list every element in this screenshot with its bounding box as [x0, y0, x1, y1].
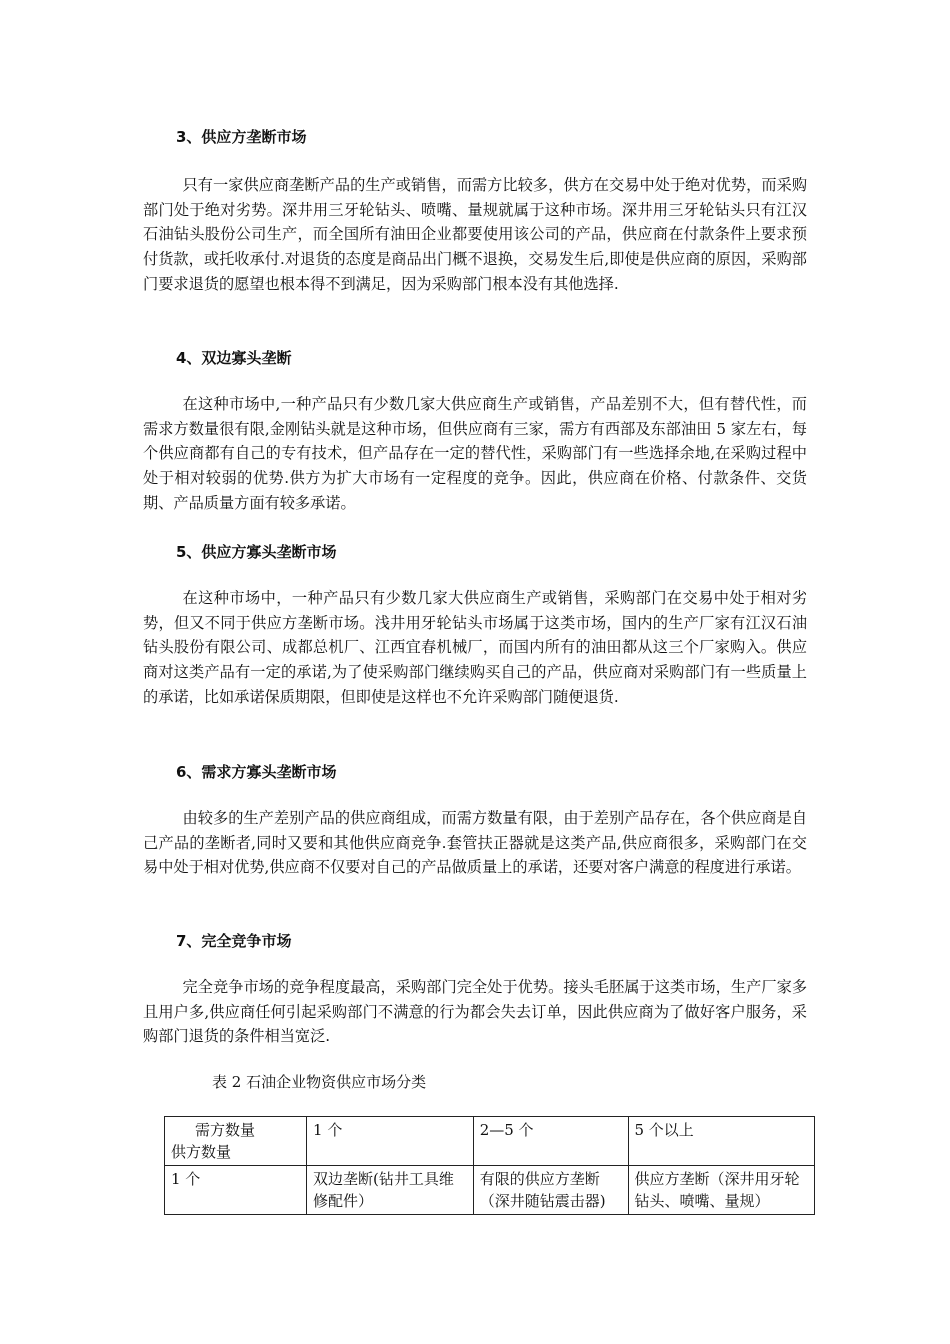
- section-heading: 7、完全竞争市场: [176, 932, 292, 950]
- supply-market-table: [164, 1116, 815, 1215]
- row-label-cell: 1 个: [165, 1166, 307, 1215]
- section-heading: 3、供应方垄断市场: [176, 128, 307, 146]
- section-heading: 5、供应方寡头垄断市场: [176, 543, 337, 561]
- header-cell: 1 个: [307, 1117, 474, 1166]
- section-paragraph: 在这种市场中,一种产品只有少数几家大供应商生产或销售，产品差别不大，但有替代性，而需求方数量很有限,金刚钻头就是这种市场，但供应商有三家，需方有西部及东部油田 5 家左右，每个供应商都有自己的专有技术，但产品存在一定的替代性，采购部门有一些选择余地,在采购过程中处于相对较弱的优势.供方为扩大市场有一定程度的竞争。因此，供应商在价格、付款条件、交货期、产品质量方面有较多承诺。: [143, 395, 807, 512]
- section-heading: 4、双边寡头垄断: [176, 349, 292, 367]
- section-heading: 6、需求方寡头垄断市场: [176, 763, 337, 781]
- section-paragraph: 在这种市场中，一种产品只有少数几家大供应商生产或销售，采购部门在交易中处于相对劣势，但又不同于供应方垄断市场。浅井用牙轮钻头市场属于这类市场，国内的生产厂家有江汉石油钻头股份有限公司、成都总机厂、江西宜春机械厂，而国内所有的油田都从这三个厂家购入。供应商对这类产品有一定的承诺,为了使采购部门继续购买自己的产品，供应商对采购部门有一些质量上的承诺，比如承诺保质期限，但即使是这样也不允许采购部门随便退货.: [143, 589, 807, 706]
- table-cell: 供应方垄断（深井用牙轮钻头、喷嘴、量规）: [628, 1166, 815, 1215]
- table-caption: 表 2 石油企业物资供应市场分类: [212, 1073, 427, 1091]
- table-row: [165, 1166, 815, 1215]
- section-paragraph: 由较多的生产差别产品的供应商组成，而需方数量有限，由于差别产品存在，各个供应商是自己产品的垄断者,同时又要和其他供应商竞争.套管扶正器就是这类产品,供应商很多，采购部门在交易中处于相对优势,供应商不仅要对自己的产品做质量上的承诺，还要对客户满意的程度进行承诺。: [143, 809, 807, 877]
- section-paragraph: 完全竞争市场的竞争程度最高，采购部门完全处于优势。接头毛胚属于这类市场，生产厂家多且用户多,供应商任何引起采购部门不满意的行为都会失去订单，因此供应商为了做好客户服务，采购部门退货的条件相当宽泛.: [143, 978, 807, 1046]
- table-cell: 有限的供应方垄断（深井随钻震击器): [473, 1166, 628, 1215]
- corner-top-label: 需方数量: [195, 1121, 256, 1139]
- corner-bottom-label: 供方数量: [171, 1143, 232, 1161]
- table-header-row: [165, 1117, 815, 1166]
- corner-cell: [165, 1117, 307, 1166]
- table-cell: 双边垄断(钻井工具维修配件）: [307, 1166, 474, 1215]
- header-cell: 2—5 个: [473, 1117, 628, 1166]
- section-paragraph: 只有一家供应商垄断产品的生产或销售，而需方比较多，供方在交易中处于绝对优势，而采购部门处于绝对劣势。深井用三牙轮钻头、喷嘴、量规就属于这种市场。深井用三牙轮钻头只有江汉石油钻头股份公司生产，而全国所有油田企业都要使用该公司的产品，供应商在付款条件上要求预付货款，或托收承付.对退货的态度是商品出门概不退换，交易发生后,即使是供应商的原因，采购部门要求退货的愿望也根本得不到满足，因为采购部门根本没有其他选择.: [143, 176, 807, 293]
- header-cell: 5 个以上: [628, 1117, 815, 1166]
